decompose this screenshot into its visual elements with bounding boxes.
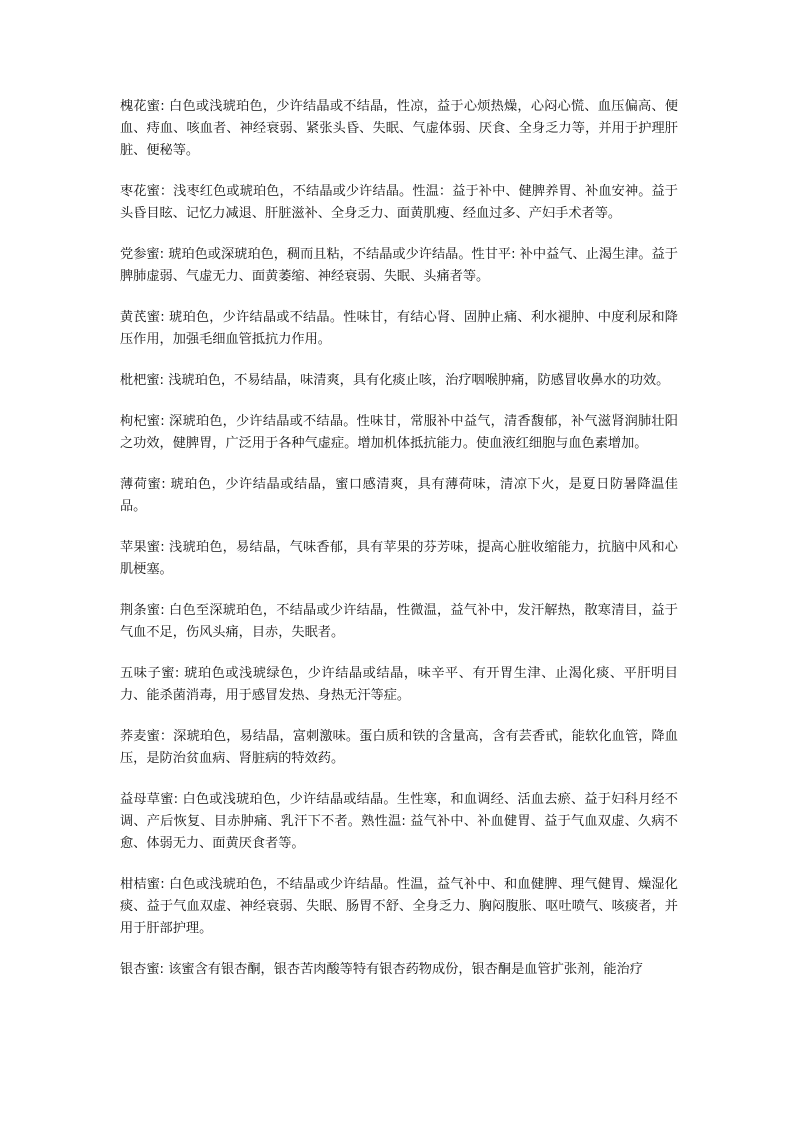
honey-entry-huangqi: 黄芪蜜: 琥珀色，少许结晶或不结晶。性味甘，有结心肾、固肿止痛、利水褪肿、中度利尿和降压作用，加强毛细血管抵抗力作用。 [120, 310, 678, 347]
honey-entry-pingguo: 苹果蜜: 浅琥珀色，易结晶，气味香郁，具有苹果的芬芳味，提高心脏收缩能力，抗脑中风和心肌梗塞。 [120, 540, 678, 577]
document-page [120, 96, 678, 1000]
honey-entry-qiaomai: 荞麦蜜：深琥珀色，易结晶，富刺激味。蛋白质和铁的含量高，含有芸香甙，能软化血管，降血压，是防治贫血病、肾脏病的特效药。 [120, 729, 678, 766]
honey-entry-gouqi: 枸杞蜜: 深琥珀色，少许结晶或不结晶。性味甘，常服补中益气，清香馥郁，补气滋肾润肺壮阳之功效，健脾胃，广泛用于各种气虚症。增加机体抵抗能力。使血液红细胞与血色素增加。 [120, 414, 678, 451]
honey-entry-huaihua: 槐花蜜: 白色或浅琥珀色，少许结晶或不结晶，性凉，益于心烦热燥，心闷心慌、血压偏高、便血、痔血、咳血者、神经衰弱、紧张头昏、失眠、气虚体弱、厌食、全身乏力等，并用于护理肝脏、便秘等。 [120, 99, 678, 158]
honey-entry-zaohua: 枣花蜜：浅枣红色或琥珀色，不结晶或少许结晶。性温：益于补中、健脾养胃、补血安神。益于头昏目眩、记忆力减退、肝脏滋补、全身乏力、面黄肌瘦、经血过多、产妇手术者等。 [120, 184, 678, 221]
honey-entry-pipa: 枇杷蜜: 浅琥珀色，不易结晶，味清爽，具有化痰止咳，治疗咽喉肿痛，防感冒收鼻水的功效。 [120, 373, 670, 388]
honey-entry-bohe: 薄荷蜜: 琥珀色，少许结晶或结晶，蜜口感清爽，具有薄荷味，清凉下火，是夏日防暑降温佳品。 [120, 477, 678, 514]
honey-entry-yinxing: 银杏蜜: 该蜜含有银杏酮，银杏苦肉酸等特有银杏药物成份，银杏酮是血管扩张剂，能治疗 [120, 962, 643, 977]
honey-entry-jingtiao: 荆条蜜: 白色至深琥珀色，不结晶或少许结晶，性微温，益气补中，发汗解热，散寒清目，益于气血不足，伤风头痛，目赤，失眠者。 [120, 603, 678, 640]
honey-entry-wuweizi: 五味子蜜: 琥珀色或浅琥绿色，少许结晶或结晶，味辛平、有开胃生津、止渴化痰、平肝明目力、能杀菌消毒，用于感冒发热、身热无汗等症。 [120, 666, 678, 703]
honey-entry-ganju: 柑桔蜜: 白色或浅琥珀色，不结晶或少许结晶。性温，益气补中、和血健脾、理气健胃、燥湿化痰、益于气血双虚、神经衰弱、失眠、肠胃不舒、全身乏力、胸闷腹胀、呕吐喷气、咳痰者，并用于肝部护理。 [120, 877, 678, 936]
honey-entry-dangshen: 党参蜜: 琥珀色或深琥珀色，稠而且粘，不结晶或少许结晶。性甘平: 补中益气、止渴生津。益于脾肺虚弱、气虚无力、面黄萎缩、神经衰弱、失眠、头痛者等。 [120, 247, 678, 284]
honey-entry-yimucao: 益母草蜜: 白色或浅琥珀色，少许结晶或结晶。生性寒，和血调经、活血去瘀、益于妇科月经不调、产后恢复、目赤肿痛、乳汗下不者。熟性温: 益气补中、补血健胃、益于气血双虚、久病不愈、体弱无力、面黄厌食者等。 [120, 792, 678, 851]
